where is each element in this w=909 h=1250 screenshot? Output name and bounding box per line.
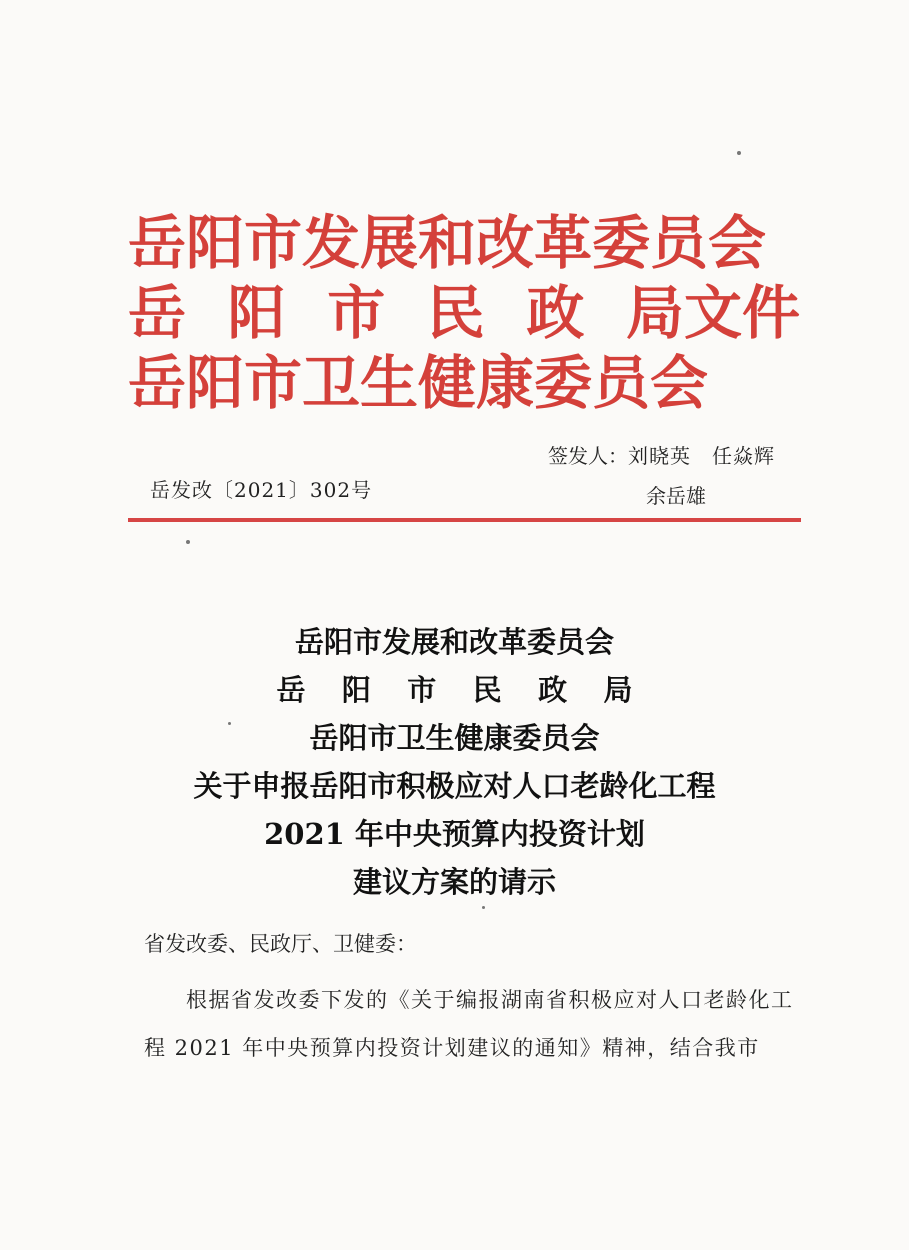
issuer-line-2-char: 市 xyxy=(327,279,386,347)
scan-speck xyxy=(737,151,741,155)
scan-speck xyxy=(186,540,190,544)
title-line-2-char: 阳 xyxy=(341,673,371,707)
scan-speck xyxy=(228,722,231,725)
red-divider xyxy=(128,518,801,522)
issuer-line-2-char: 岳 xyxy=(128,279,187,347)
signer-name-third: 余岳雄 xyxy=(646,484,706,508)
issuer-line-2 xyxy=(128,278,800,348)
body-paragraph: 根据省发改委下发的《关于编报湖南省积极应对人口老龄化工程 2021 年中央预算内投资计划建议的通知》精神，结合我市 xyxy=(144,988,794,1060)
issuer-line-1: 岳阳市发展和改革委员会 xyxy=(128,209,767,277)
issuer-line-2-char: 局文件 xyxy=(625,279,800,347)
recipient-line: 省发改委、民政厅、卫健委： xyxy=(144,932,417,956)
title-line-2 xyxy=(0,666,909,714)
title-line-2-char: 市 xyxy=(407,673,437,707)
issuer-line-3: 岳阳市卫生健康委员会 xyxy=(128,349,709,417)
issuer-line-2-char: 政 xyxy=(526,279,585,347)
scan-speck xyxy=(482,906,485,909)
issuer-header xyxy=(128,208,800,418)
title-line-2-char: 岳 xyxy=(276,673,306,707)
title-line-6: 建议方案的请示 xyxy=(352,865,556,899)
signer-line xyxy=(548,440,775,469)
title-line-2-char: 民 xyxy=(472,673,502,707)
issuer-line-2-char: 阳 xyxy=(227,279,286,347)
title-line-5: 2021 年中央预算内投资计划 xyxy=(264,817,645,851)
title-line-2-char: 局 xyxy=(603,673,633,707)
title-line-1: 岳阳市发展和改革委员会 xyxy=(294,625,614,659)
title-line-4: 关于申报岳阳市积极应对人口老龄化工程 xyxy=(193,769,716,803)
document-number: 岳发改〔2021〕302号 xyxy=(150,478,373,502)
signer-label: 签发人： xyxy=(548,444,628,468)
title-line-2-char: 政 xyxy=(538,673,568,707)
issuer-line-2-char: 民 xyxy=(426,279,485,347)
signer-names: 刘晓英 任焱辉 xyxy=(628,444,775,468)
document-title xyxy=(0,618,909,906)
title-line-3: 岳阳市卫生健康委员会 xyxy=(309,721,600,755)
